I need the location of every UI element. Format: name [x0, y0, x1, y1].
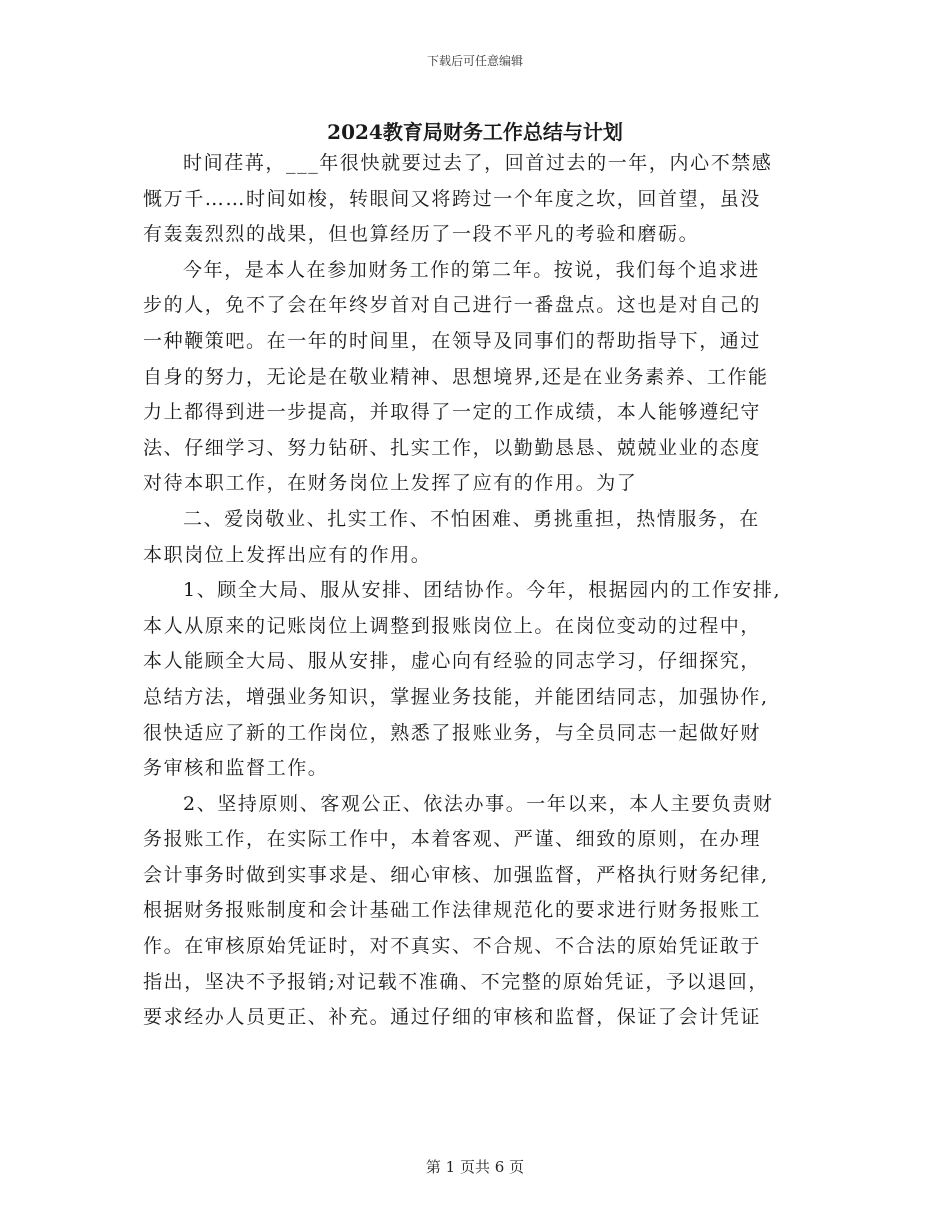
document-title: 2024教育局财务工作总结与计划: [327, 120, 623, 144]
text-line: 根据财务报账制度和会计基础工作法律规范化的要求进行财务报账工: [143, 899, 762, 922]
text-line: 自身的努力，无论是在敬业精神、思想境界,还是在业务素养、工作能: [143, 365, 769, 388]
page-header-note: 下载后可任意编辑: [426, 54, 523, 68]
paragraph-item-two: [143, 787, 823, 1036]
text-line: 2、坚持原则、客观公正、依法办事。一年以来，本人主要负责财: [183, 792, 774, 815]
text-line: 务报账工作，在实际工作中，本着客观、严谨、细致的原则，在办理: [143, 828, 762, 851]
text-line: 本人能顾全大局、服从安排，虚心向有经验的同志学习，仔细探究，: [143, 650, 762, 673]
text-line: 要求经办人员更正、补充。通过仔细的审核和监督，保证了会计凭证: [143, 1006, 762, 1029]
text-line: 1、顾全大局、服从安排、团结协作。今年，根据园内的工作安排,: [183, 579, 782, 602]
text-line: 作。在审核原始凭证时，对不真实、不合规、不合法的原始凭证敢于: [143, 935, 762, 958]
page-number: 第 1 页共 6 页: [425, 1158, 525, 1176]
paragraph-intro: [143, 146, 823, 253]
text-line: 总结方法，增强业务知识，掌握业务技能，并能团结同志，加强协作,: [143, 685, 769, 708]
text-line: 本人从原来的记账岗位上调整到报账岗位上。在岗位变动的过程中，: [143, 614, 762, 637]
text-line: 有轰轰烈烈的战果，但也算经历了一段不平凡的考验和磨砺。: [143, 223, 700, 246]
text-line: 时间荏苒，___年很快就要过去了，回首过去的一年，内心不禁感: [183, 152, 773, 174]
paragraph-section-two: [143, 502, 823, 573]
text-line: 本职岗位上发挥出应有的作用。: [143, 543, 432, 566]
document-body: [143, 146, 823, 1036]
text-line: 法、仔细学习、努力钻研、扎实工作，以勤勤恳恳、兢兢业业的态度: [143, 436, 762, 459]
text-line: 慨万千……时间如梭，转眼间又将跨过一个年度之坎，回首望，虽没: [143, 187, 762, 210]
text-line: 今年，是本人在参加财务工作的第二年。按说，我们每个追求进: [183, 258, 760, 281]
text-line: 步的人，免不了会在年终岁首对自己进行一番盘点。这也是对自己的: [143, 294, 762, 317]
text-line: 二、爱岗敬业、扎实工作、不怕困难、勇挑重担，热情服务，在: [183, 507, 760, 530]
text-line: 很快适应了新的工作岗位，熟悉了报账业务，与全员同志一起做好财: [143, 721, 762, 744]
paragraph-item-one: [143, 573, 823, 787]
paragraph-second-year: [143, 253, 823, 502]
text-line: 力上都得到进一步提高，并取得了一定的工作成绩，本人能够遵纪守: [143, 401, 762, 424]
text-line: 会计事务时做到实事求是、细心审核、加强监督，严格执行财务纪律,: [143, 863, 769, 886]
text-line: 指出，坚决不予报销;对记载不准确、不完整的原始凭证，予以退回，: [143, 970, 770, 993]
text-line: 对待本职工作，在财务岗位上发挥了应有的作用。为了: [143, 472, 638, 495]
text-line: 务审核和监督工作。: [143, 757, 329, 780]
text-line: 一种鞭策吧。在一年的时间里，在领导及同事们的帮助指导下，通过: [143, 329, 762, 352]
